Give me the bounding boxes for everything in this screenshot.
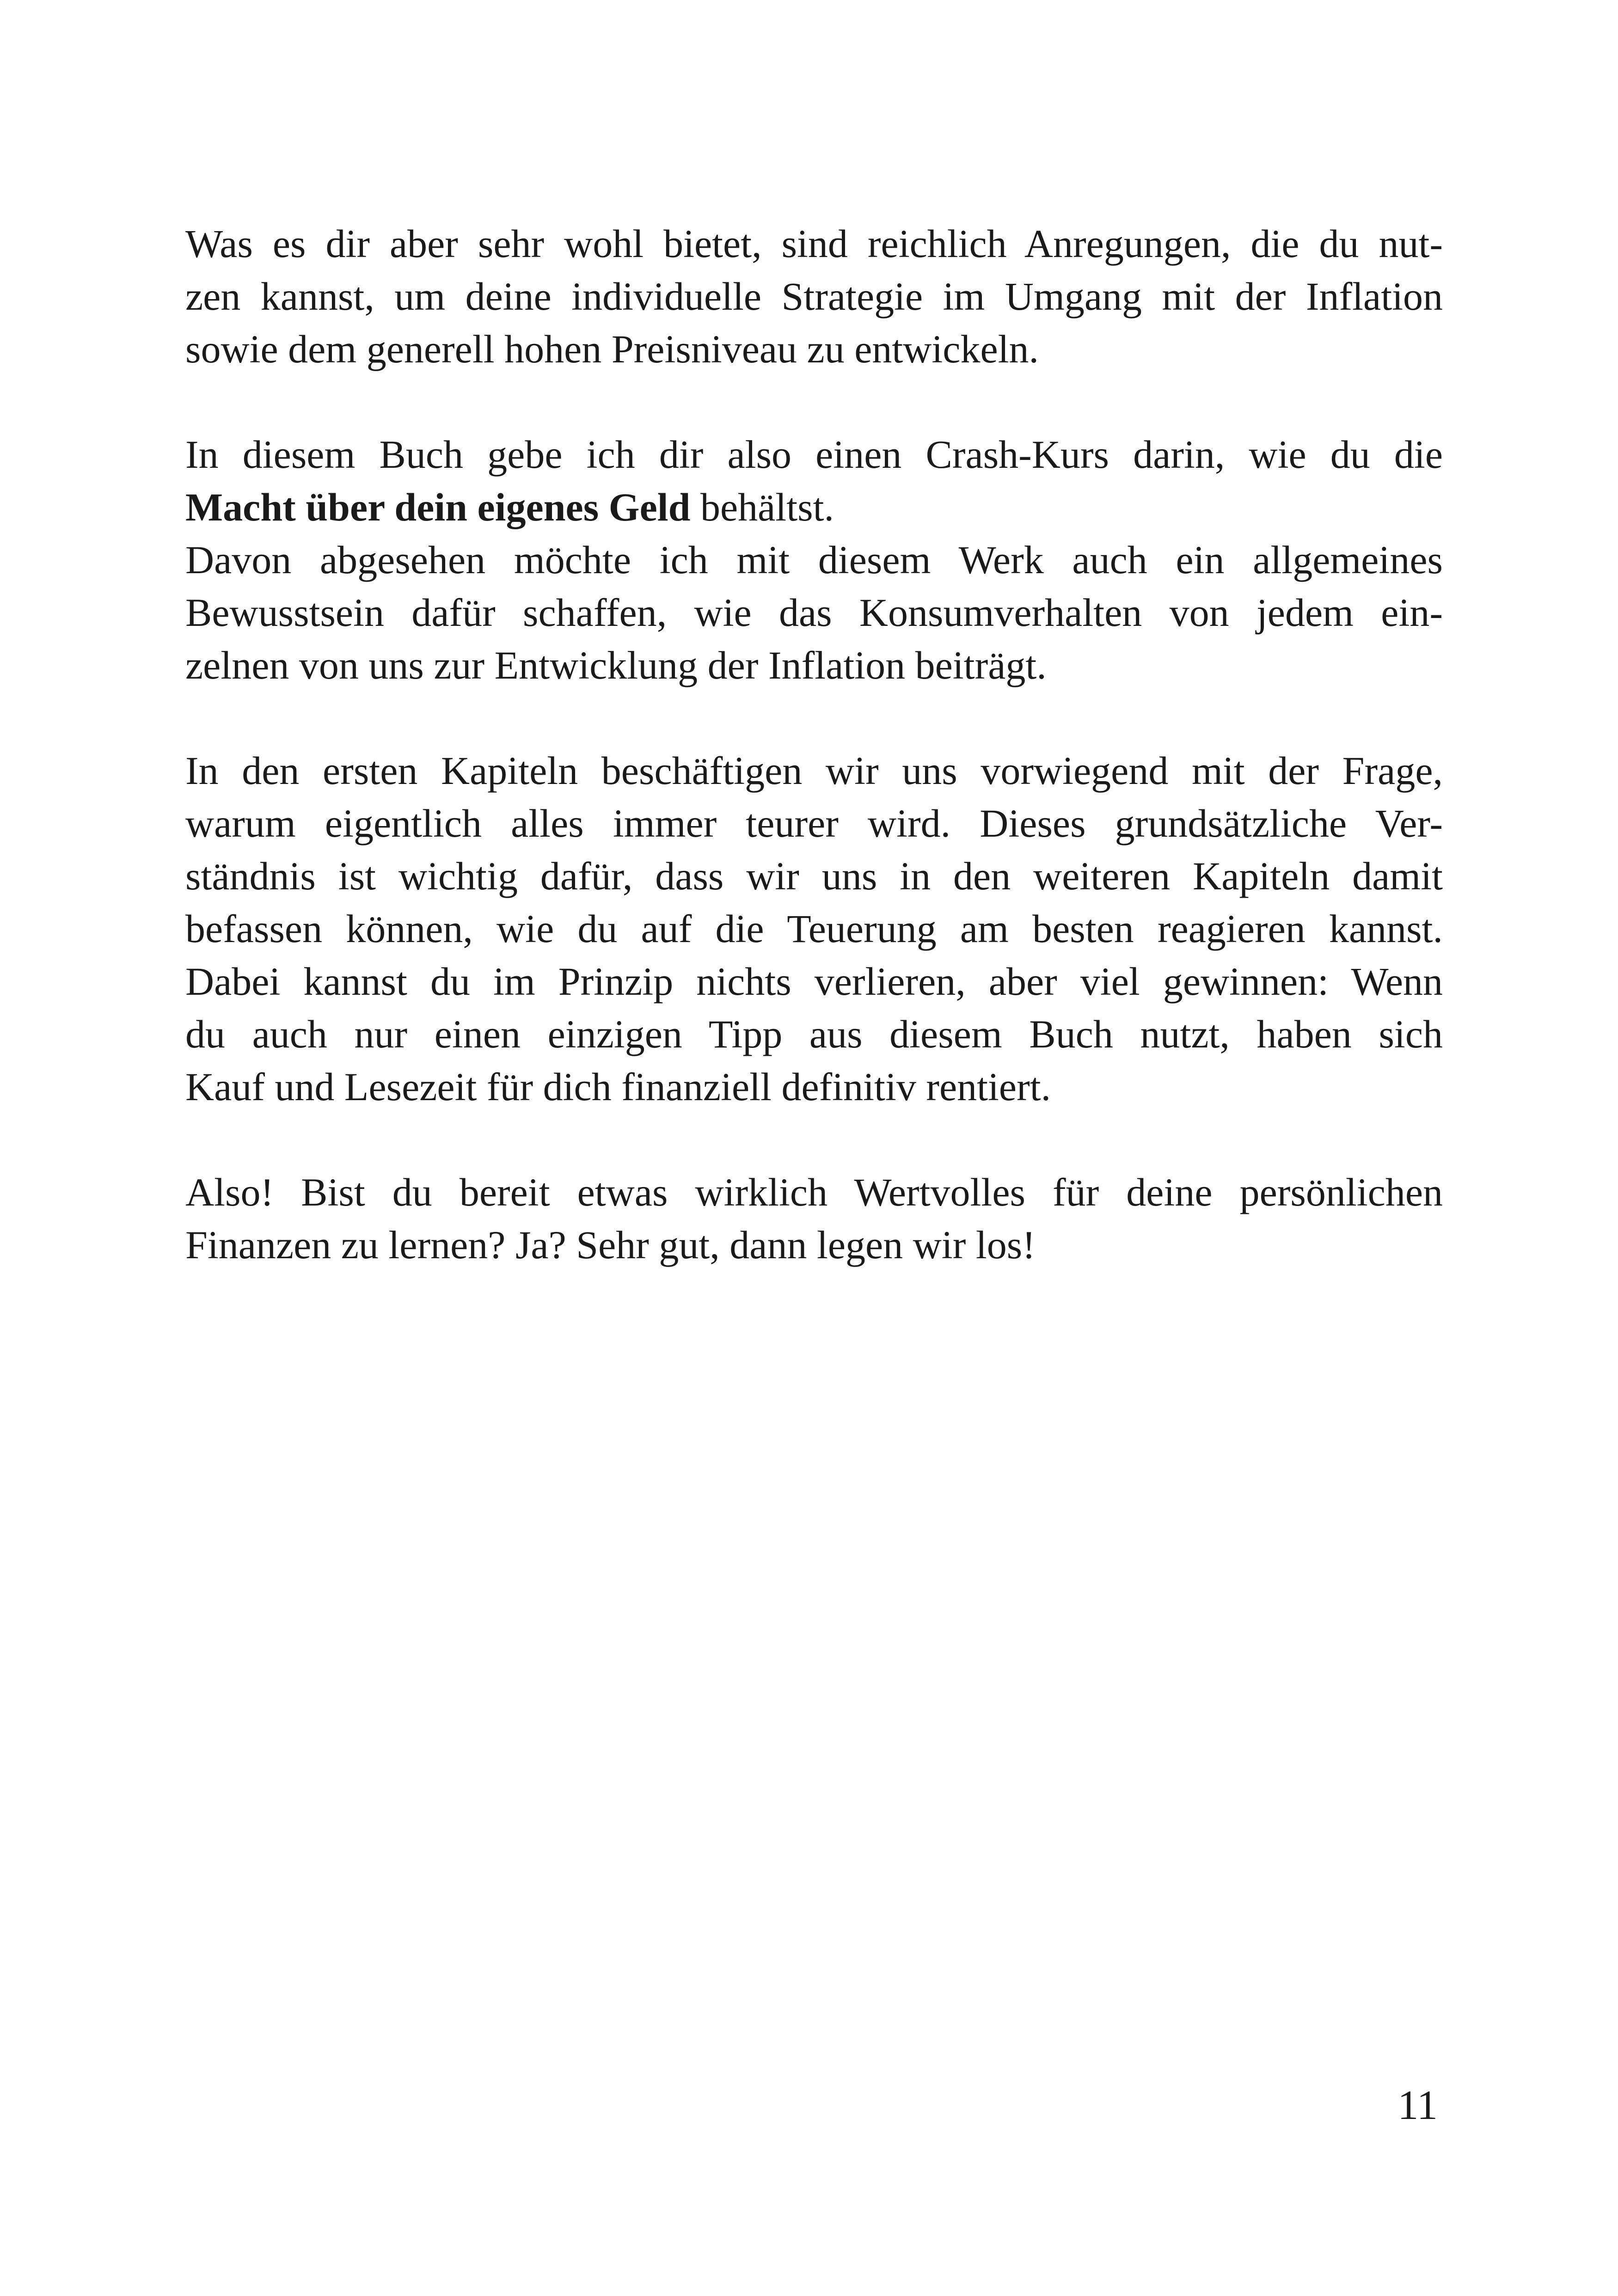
- text-line: zen kannst, um deine individuelle Strategie im Umgang mit der Inflation: [185, 274, 1443, 318]
- page-number: 11: [1397, 2082, 1438, 2128]
- text-line: In diesem Buch gebe ich dir also einen Crash-Kurs darin, wie du die: [185, 432, 1443, 477]
- text-line: sowie dem generell hohen Preisniveau zu entwickeln.: [185, 327, 1039, 371]
- text-line: befassen können, wie du auf die Teuerung am besten reagieren kannst.: [185, 906, 1443, 951]
- text-line: ständnis ist wichtig dafür, dass wir uns in den weiteren Kapiteln damit: [185, 854, 1443, 898]
- text-line: du auch nur einen einzigen Tipp aus diesem Buch nutzt, haben sich: [185, 1012, 1443, 1056]
- paragraph-4: [185, 1166, 1443, 1271]
- text-line: zelnen von uns zur Entwicklung der Inflation beiträgt.: [185, 643, 1047, 687]
- text-line: In den ersten Kapiteln beschäftigen wir uns vorwiegend mit der Frage,: [185, 748, 1443, 793]
- text-line: Bewusstsein dafür schaffen, wie das Konsumverhalten von jedem ein-: [185, 590, 1443, 635]
- text-line: warum eigentlich alles immer teurer wird. Dieses grundsätzliche Ver-: [185, 801, 1443, 845]
- text-fragment: behältst.: [690, 485, 834, 529]
- text-line: Was es dir aber sehr wohl bietet, sind reichlich Anregungen, die du nut-: [185, 221, 1443, 266]
- paragraph-1: [185, 217, 1443, 375]
- text-line: [185, 481, 1443, 533]
- paragraph-gap: [185, 692, 1443, 744]
- text-line: Dabei kannst du im Prinzip nichts verlieren, aber viel gewinnen: Wenn: [185, 959, 1443, 1004]
- text-line: Also! Bist du bereit etwas wirklich Wertvolles für deine persönlichen: [185, 1170, 1443, 1214]
- paragraph-gap: [185, 1113, 1443, 1166]
- text-line: Finanzen zu lernen? Ja? Sehr gut, dann legen wir los!: [185, 1223, 1036, 1267]
- text-line: Kauf und Lesezeit für dich finanziell definitiv rentiert.: [185, 1065, 1051, 1109]
- body-text: [185, 217, 1443, 1271]
- text-line: Davon abgesehen möchte ich mit diesem Werk auch ein allgemeines: [185, 538, 1443, 582]
- paragraph-2: [185, 428, 1443, 692]
- emphasis-text: Macht über dein eigenes Geld: [185, 485, 691, 529]
- paragraph-gap: [185, 375, 1443, 428]
- paragraph-3: [185, 744, 1443, 1113]
